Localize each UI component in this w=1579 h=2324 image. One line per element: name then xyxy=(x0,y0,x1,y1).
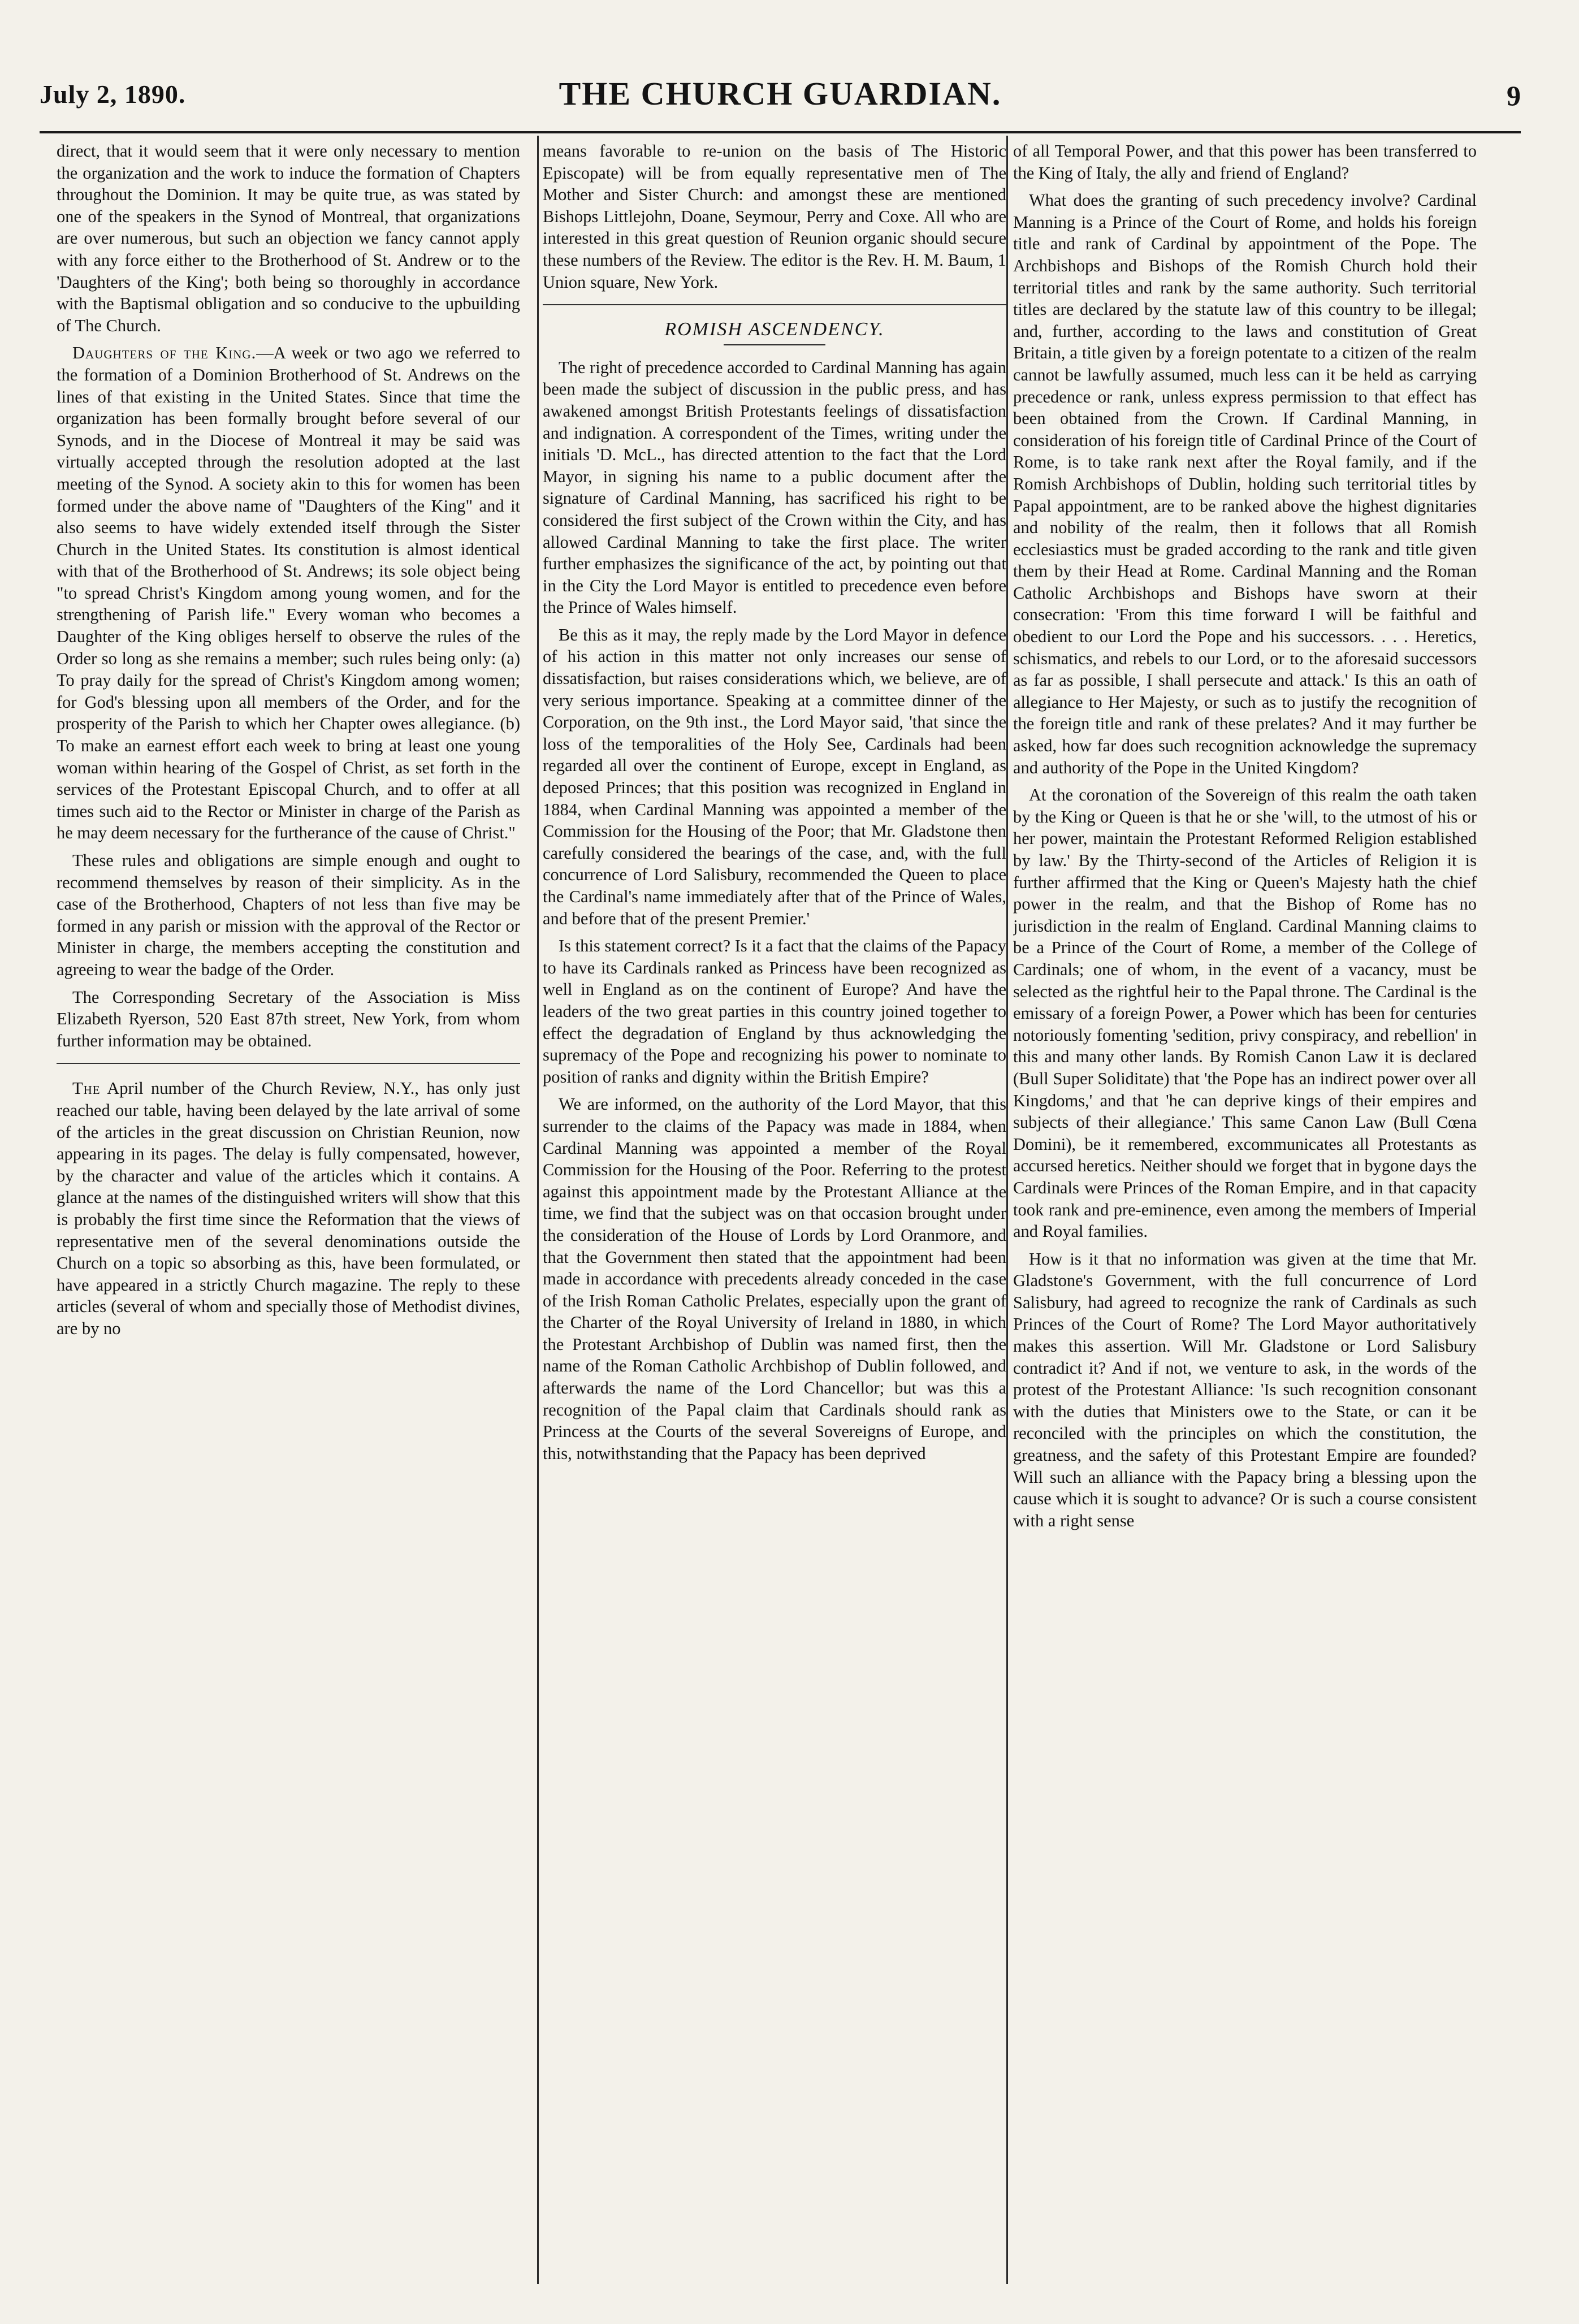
column-divider-2 xyxy=(1006,136,1008,2284)
article-paragraph: At the coronation of the Sovereign of this realm the oath taken by the King or Queen is that he or she 'will, to the utmost of his or her power, maintain the Protestant Reformed Religion established by law.' By the Thirty-second of the Articles of Religion it is further affirmed that the King or Queen's Majesty hath the chief power in the realm, and that the Bishop of Rome has no jurisdiction in the realm of England. Cardinal Manning claims to be a Prince of the Court of Rome, a member of the College of Cardinals; one of whom, in the event of a vacancy, must be selected as the rightful heir to the Papal throne. The Cardinal is the emissary of a foreign Power, a Power which has been for centuries notoriously fomenting 'sedition, privy conspiracy, and rebellion' in this and many other lands. By Romish Canon Law it is declared (Bull Super Soliditate) that 'the Pope has an indirect power over all Kingdoms,' and that 'he can deprive kings of their empires and subjects of their allegiance.' This same Canon Law (Bull Cœna Domini), be it remembered, excommunicates all Protestants as accursed heretics. Neither should we forget that in bygone days the Cardinals were Princes of the Roman Empire, and in that capacity took rank and pre-eminence, even among the members of Imperial and Royal families. xyxy=(1013,785,1477,1241)
section-separator xyxy=(543,304,1006,305)
article-paragraph xyxy=(57,342,520,844)
article-paragraph: The Corresponding Secretary of the Association is Miss Elizabeth Ryerson, 520 East 87th street, New York, from whom further information may be obtained. xyxy=(57,987,520,1050)
article-paragraph: We are informed, on the authority of the Lord Mayor, that this surrender to the claims of the Papacy was made in 1884, when Cardinal Manning was appointed a member of the Royal Commission for the Housing of the Poor. Referring to the protest against this appointment made by the Protestant Alliance at the time, we find that the subject was on that occasion brought under the consideration of the House of Lords by Lord Oranmore, and that the Government then stated that the appointment had been made in accordance with precedents already conceded in the case of the Irish Roman Catholic Prelates, especially upon the grant of the Charter of the Royal University of Ireland in 1880, in which the Protestant Archbishop of Dublin was named first, then the name of the Roman Catholic Archbishop of Dublin followed, and afterwards the name of the Lord Chancellor; but was this a recognition of the Papal claim that Cardinals should rank as Princess at the Courts of the several Sovereigns of Europe, and this, notwithstanding that the Papacy has been deprived xyxy=(543,1094,1006,1463)
article-paragraph: Be this as it may, the reply made by the Lord Mayor in defence of his action in this matter not only increases our sense of dissatisfaction, but raises considerations which, we believe, are of very serious importance. Speaking at a committee dinner of the Corporation, on the 9th inst., the Lord Mayor said, 'that since the loss of the temporalities of the Holy See, Cardinals had been regarded all over the continent of Europe, except in England, as deposed Princes; that this position was recognized in England in 1884, when Cardinal Manning was appointed a member of the Commission for the Housing of the Poor; that Mr. Gladstone then carefully considered the bearings of the case, and, with the full concurrence of Lord Salisbury, recommended the Queen to place the Cardinal's name immediately after that of the Prince of Wales, and before that of the present Premier.' xyxy=(543,625,1006,928)
article-paragraph: How is it that no information was given at the time that Mr. Gladstone's Government, with the full concurrence of Lord Salisbury, had agreed to recognize the rank of Cardinals as such Princes of the Court of Rome? The Lord Mayor authoritatively makes this assertion. Will Mr. Gladstone or Lord Salisbury contradict it? And if not, we venture to ask, in the words of the protest of the Protestant Alliance: 'Is such recognition consonant with the duties that Ministers owe to the State, or can it be reconciled with the principles on which the constitution, the greatness, and the safety of this Protestant Empire are founded? Will such an alliance with the Papacy bring a blessing upon the cause which it is sought to advance? Or is such a course consistent with a right sense xyxy=(1013,1249,1477,1530)
article-paragraph: What does the granting of such precedency involve? Cardinal Manning is a Prince of the Court of Rome, and holds his foreign title and rank of Cardinal by appointment of the Pope. The Archbishops and Bishops of the Romish Church hold their territorial titles and rank by the same authority. Such territorial titles are declared by the statute law of this country to be illegal; and, further, according to the laws and constitution of Great Britain, a title given by a foreign potentate to a citizen of the realm cannot be lawfully assumed, much less can it be held as carrying precedence or rank, unless express permission to that effect has been obtained from the Crown. If Cardinal Manning, in consideration of his foreign title of Cardinal Prince of the Court of Rome, is to take rank next after the Royal family, and if the Romish Archbishops of Dublin, holding such territorial titles by Papal appointment, are to be ranked above the highest dignitaries and nobility of the realm, then it follows that all Romish ecclesiastics must be graded according to the rank and title given them by their Head at Rome. Cardinal Manning and the Roman Catholic Archbishops and Bishops have sworn at their consecration: 'From this time forward I will be faithful and obedient to our Lord the Pope and his successors. . . . Heretics, schismatics, and rebels to our Lord, or to the aforesaid successors as far as possible, I shall persecute and attack.' Is this an oath of allegiance to Her Majesty, or such as to justify the recognition of the foreign title and rank of these prelates? And it may further be asked, how far does such recognition acknowledge the supremacy and authority of the Pope in the United Kingdom? xyxy=(1013,191,1477,777)
article-paragraph: The right of precedence accorded to Cardinal Manning has again been made the subject of discussion in the public press, and has awakened amongst British Protestants feelings of dissatisfaction and indignation. A correspondent of the Times, writing under the initials 'D. McL., has directed attention to the fact that the Lord Mayor, in signing his name to a public document after the signature of Cardinal Manning, has sacrificed his right to be considered the first subject of the Crown within the City, and has allowed Cardinal Manning to take the first place. The writer further emphasizes the significance of the act, by pointing out that in the City the Lord Mayor is entitled to precedence even before the Prince of Wales himself. xyxy=(543,357,1006,617)
section-separator xyxy=(57,1063,520,1064)
article-paragraph: direct, that it would seem that it were only necessary to mention the organization and the work to induce the formation of Chapters throughout the Dominion. It may be quite true, as was stated by one of the speakers in the Synod of Montreal, that organizations are over numerous, but such an objection we fancy cannot apply with any force either to the Brotherhood of St. Andrew or to the 'Daughters of the King'; both being so thoroughly in accordance with the Baptismal obligation and so conducive to the upbuilding of The Church. xyxy=(57,141,520,335)
heading-rule xyxy=(724,344,825,345)
header-rule xyxy=(40,131,1521,133)
column-divider-1 xyxy=(537,136,539,2284)
column-3 xyxy=(1013,140,1477,2288)
paragraph-text: —A week or two ago we referred to the formation of a Dominion Brotherhood of St. Andrews on the lines of that existing in the United States. Since that time the organization has been formally brought before several of our Synods, and in the Diocese of Montreal it may be said was virtually accepted through the resolution adopted at the last meeting of the Synod. A society akin to this for women has been formed under the above name of "Daughters of the King" and it also seems to have widely extended itself through the Sister Church in the United States. Its constitution is almost identical with that of the Brotherhood of St. Andrews; its sole object being "to spread Christ's Kingdom among young women, and for the strengthening of Parish life." Every woman who becomes a Daughter of the King obliges herself to observe the rules of the Order so long as she remains a member; such rules being only: (a) To pray daily for the spread of Christ's Kingdom among women; for God's blessing upon all members of the Order, and for the prosperity of the Parish to which her Chapter owes allegiance. (b) To make an earnest effort each week to bring at least one young woman within hearing of the Gospel of Christ, as set forth in the services of the Protestant Episcopal Church, and to offer at all times such aid to the Rector or Minister in charge of the Parish as he may deem necessary for the furtherance of the cause of Christ." xyxy=(57,343,520,843)
masthead-title: THE CHURCH GUARDIAN. xyxy=(559,75,1002,112)
article-paragraph: These rules and obligations are simple enough and ought to recommend themselves by reason of their simplicity. As in the case of the Brotherhood, Chapters of not less than five may be formed in any parish or mission with the approval of the Rector or Minister in charge, the members accepting the constitution and agreeing to wear the badge of the Order. xyxy=(57,851,520,979)
issue-date: July 2, 1890. xyxy=(40,80,186,109)
section-lead: Daughters of the King. xyxy=(72,343,257,363)
page-header xyxy=(40,69,1521,123)
paragraph-text: April number of the Church Review, N.Y., has only just reached our table, having been delayed by the late arrival of some of the articles in the great discussion on Christian Reunion, now appearing in its pages. The delay is fully compensated, however, by the character and value of the articles which it contains. A glance at the names of the distinguished writers will show that this is probably the first time since the Reformation that the views of representative men of the several denominations outside the Church on a topic so absorbing as this, have been formulated, or have appeared in a strictly Church magazine. The reply to these articles (several of whom and specially those of Methodist divines, are by no xyxy=(57,1079,520,1338)
article-paragraph: Is this statement correct? Is it a fact that the claims of the Papacy to have its Cardinals ranked as Princess have been recognized as well in England as on the continent of Europe? And have the leaders of the two great parties in this country joined together to effect the degradation of England by thus acknowledging the supremacy of the Pope and recognizing his power to nominate to position of ranks and dignity within the British Empire? xyxy=(543,936,1006,1087)
article-paragraph: means favorable to re-union on the basis of The Historic Episcopate) will be from equally representative men of The Mother and Sister Church: and amongst these are mentioned Bishops Littlejohn, Doane, Seymour, Perry and Coxe. All who are interested in this great question of Reunion organic should secure these numbers of the Review. The editor is the Rev. H. M. Baum, 1 Union square, New York. xyxy=(543,141,1006,292)
article-paragraph xyxy=(57,1077,520,1339)
column-2 xyxy=(543,140,1006,2288)
article-heading: ROMISH ASCENDENCY. xyxy=(664,319,885,340)
section-lead: The xyxy=(72,1079,101,1098)
page-number: 9 xyxy=(1507,80,1521,111)
column-1 xyxy=(57,140,520,2288)
article-paragraph: of all Temporal Power, and that this power has been transferred to the King of Italy, the ally and friend of England? xyxy=(1013,141,1477,183)
